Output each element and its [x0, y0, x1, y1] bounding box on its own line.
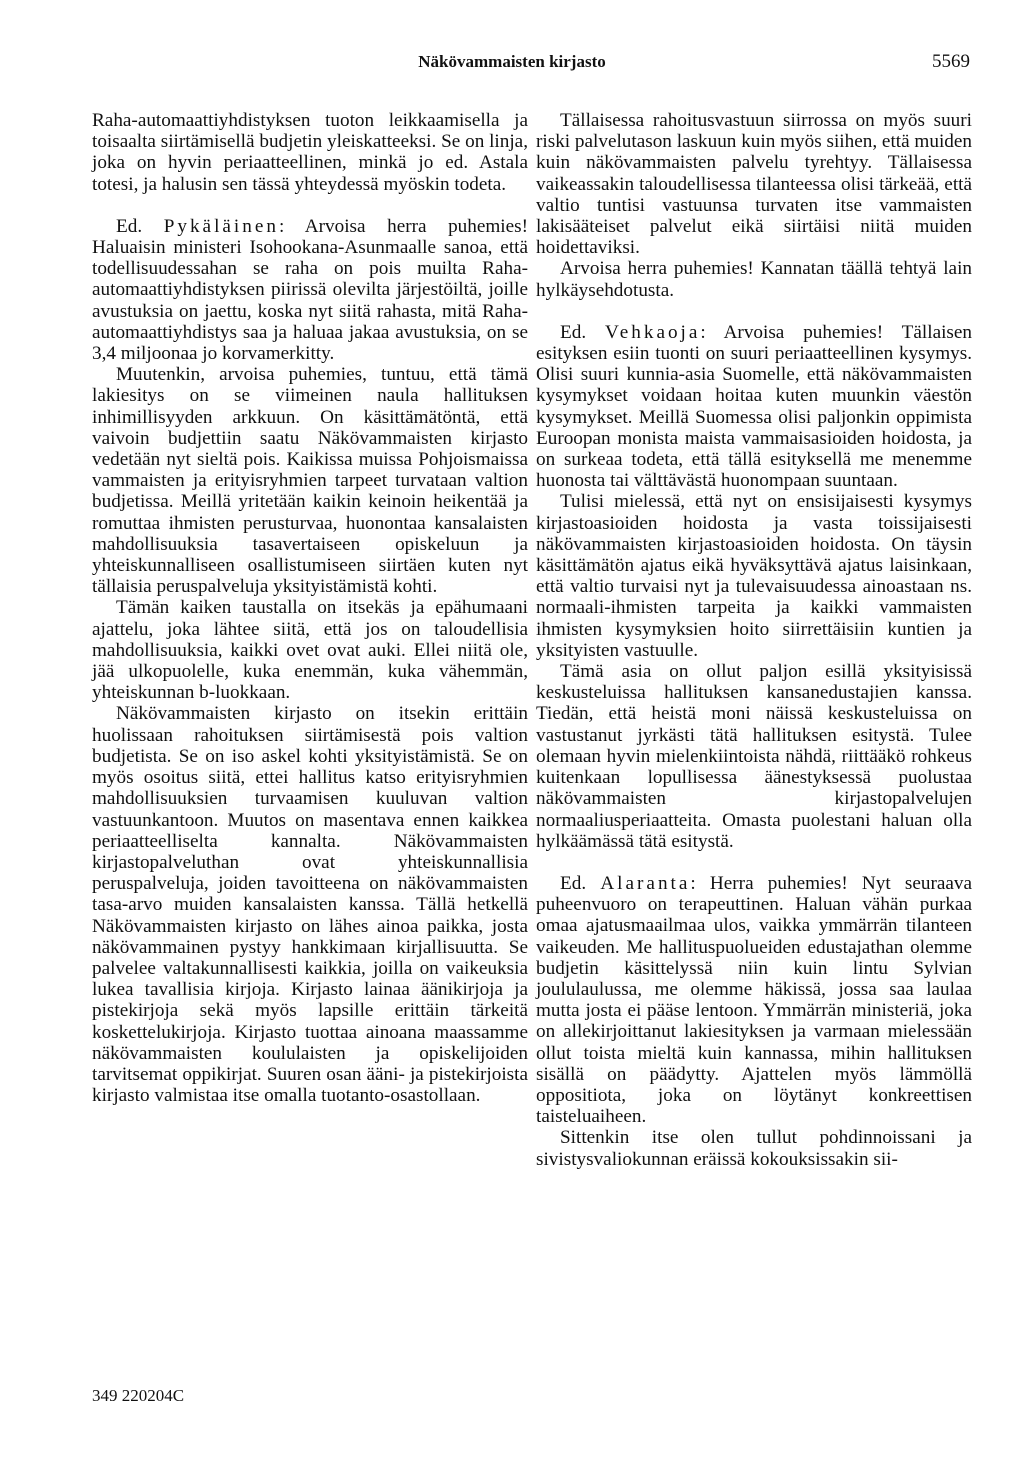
paragraph: Tämä asia on ollut paljon esillä yksityisissä keskusteluissa hallituksen kansanedustajien kanssa. Tiedän, että heistä moni näissä keskusteluissa on vastustanut jyrkästi tätä hallituksen esitystä. Tulee olemaan hyvin mielenkiintoista nähdä, riittääkö rohkeus kuitenkaan lopullisessa äänestyksessä puolustaa näkövammaisten kirjastopalvelujen normaaliusperiaatteita. Omasta puolestani haluan olla hylkäämässä tätä esitystä. — [536, 661, 972, 852]
speech-text: : Arvoisa herra puhemies! Haluaisin ministeri Isohookana-Asunmaalle sanoa, että todellisuudessahan se raha on pois muilta Raha-automaattiyhdistyksen piirissä olevilta järjestöiltä, joille avustuksia on jaettu, koska nyt siitä rahasta, mitä Raha-automaattiyhdistys saa ja haluaa jakaa avustuksia, on se 3,4 miljoonaa jo korvamerkitty. — [92, 215, 528, 365]
paragraph: Raha-automaattiyhdistyksen tuoton leikkaamisella ja toisaalta siirtämisellä budjetin yleiskatteeksi. Se on linja, joka on hyvin periaatteellinen, minkä jo ed. Astala totesi, ja halusin sen tässä yhteydessä myöskin todeta. — [92, 110, 528, 195]
right-column — [536, 110, 972, 1170]
paragraph: Sittenkin itse olen tullut pohdinnoissani ja sivistysvaliokunnan eräissä kokouksissakin sii- — [536, 1127, 972, 1170]
speech-paragraph — [536, 873, 972, 1127]
paragraph: Tulisi mielessä, että nyt on ensisijaisesti kysymys kirjastoasioiden hoidosta ja vasta toissijaisesti näkövammaisten kirjastoasioiden hoidosta. On täysin käsittämätön ajatus eikä hyväksyttävä ajatus laisinkaan, että valtio turvaisi nyt ja tulevaisuudessa ainoastaan ns. normaali-ihmisten tarpeita ja kaikki vammaisten ihmisten kysymyksien hoito siirrettäisiin kuntien ja yksityisten vastuulle. — [536, 491, 972, 661]
speaker-name: Vehkaoja — [605, 321, 701, 343]
paragraph: Tällaisessa rahoitusvastuun siirrossa on myös suuri riski palvelutason laskuun kuin myös siihen, että muiden kuin näkövammaisten palvelu tyrehtyy. Tällaisessa vaikeassakin taloudellisessa tilanteessa olisi tärkeää, että valtio tuntisi vastuunsa turvaten itse vammaisten lakisääteiset palvelut eikä siirtäisi niitä muiden hoidettaviksi. — [536, 110, 972, 259]
page-number: 5569 — [932, 51, 970, 72]
speech-prefix: Ed. — [560, 321, 587, 343]
speaker-name: Pykäläinen — [163, 215, 279, 237]
paragraph: Tämän kaiken taustalla on itsekäs ja epähumaani ajattelu, joka lähtee siitä, että jos on taloudellisia mahdollisuuksia, kaikki ovet ovat auki. Ellei niitä ole, jää ulkopuolelle, kuka enemmän, kuka vähemmän, yhteiskunnan b-luokkaan. — [92, 597, 528, 704]
paragraph: Arvoisa herra puhemies! Kannatan täällä tehtyä lain hylkäysehdotusta. — [536, 258, 972, 301]
running-header-title: Näkövammaisten kirjasto — [418, 52, 606, 71]
speech-paragraph — [536, 322, 972, 492]
speech-text: : Herra puhemies! Nyt seuraava puheenvuoro on terapeuttinen. Haluan vähän purkaa omaa ajatusmaailmaa ulos, vaikka ymmärrän tilanteen vaikeuden. Me hallituspuolueiden edustajathan olemme budjetin käsittelyssä niin kuin lintu Sylvian joululaulussa, me olemme häkissä, jossa saa laulaa mutta josta ei pääse lentoon. Ymmärrän ministeriä, joka on allekirjoittanut lakiesityksen ja varmaan mielessään ollut toista mieltä kuin kannassa, mihin hallituksen sisällä on päädytty. Ajattelen myös lämmöllä oppositiota, joka on löytänyt konkreettisen taisteluaiheen. — [536, 872, 972, 1128]
left-column — [92, 110, 528, 1106]
paragraph: Muutenkin, arvoisa puhemies, tuntuu, että tämä lakiesitys on se viimeinen naula hallituksen inhimillisyyden arkkuun. On käsittämätöntä, että vaivoin budjettiin saatu Näkövammaisten kirjasto vedetään nyt sieltä pois. Kaikissa muissa Pohjoismaissa vammaisten ja erityisryhmien tarpeet turvataan valtion budjetissa. Meillä yritetään kaikin keinoin heikentää ja romuttaa ihmisten perusturvaa, huonontaa kansalaisten mahdollisuuksia tasavertaiseen opiskeluun ja yhteiskunnalliseen osallistumiseen siirtäen kuten nyt tällaisia peruspalveluja yksityistämistä kohti. — [92, 364, 528, 598]
print-code: 349 220204C — [92, 1386, 185, 1405]
speech-text: : Arvoisa puhemies! Tällaisen esityksen esiin tuonti on suuri periaatteellinen kysymys. Olisi suuri kunnia-asia Suomelle, että näkövammaisten kysymykset voidaan hoitaa kuten muunkin väestön kysymykset. Meillä Suomessa olisi paljonkin oppimista Euroopan monista maista vammaisasioiden hoidosta, ja on surkeaa todeta, että tällä esityksellä me menemme huonosta tai välttävästä huonompaan suuntaan. — [536, 321, 972, 492]
speech-paragraph — [92, 216, 528, 364]
paragraph: Näkövammaisten kirjasto on itsekin erittäin huolissaan rahoituksen siirtämisestä pois valtion budjetista. Se on iso askel kohti yksityistämistä. Se on myös osoitus siitä, ettei hallitus katso erityisryhmien mahdollisuuksien turvaamisen kuuluvan valtion vastuunkantoon. Muutos on masentava ennen kaikkea periaatteelliselta kannalta. Näkövammaisten kirjastopalveluthan ovat yhteiskunnallisia peruspalveluja, joiden tavoitteena on näkövammaisten tasa-arvo muiden kansalaisten kanssa. Tällä hetkellä Näkövammaisten kirjasto on lähes ainoa paikka, josta näkövammainen pystyy hankkimaan kirjallisuutta. Se palvelee valtakunnallisesti kaikkia, joilla on vaikeuksia lukea tavallisia kirjoja. Kirjasto lainaa äänikirjoja ja pistekirjoja sekä myös lapsille erittäin tärkeitä koskettelukirjoja. Kirjasto tuottaa ainoana maassamme näkövammaisten koululaisten ja opiskelijoiden tarvitsemat oppikirjat. Suuren osan ääni- ja pistekirjoista kirjasto valmistaa itse omalla tuotanto-osastollaan. — [92, 703, 528, 1107]
speaker-name: Alaranta — [600, 872, 691, 894]
speech-prefix: Ed. — [560, 872, 587, 894]
speech-prefix: Ed. — [116, 215, 143, 237]
